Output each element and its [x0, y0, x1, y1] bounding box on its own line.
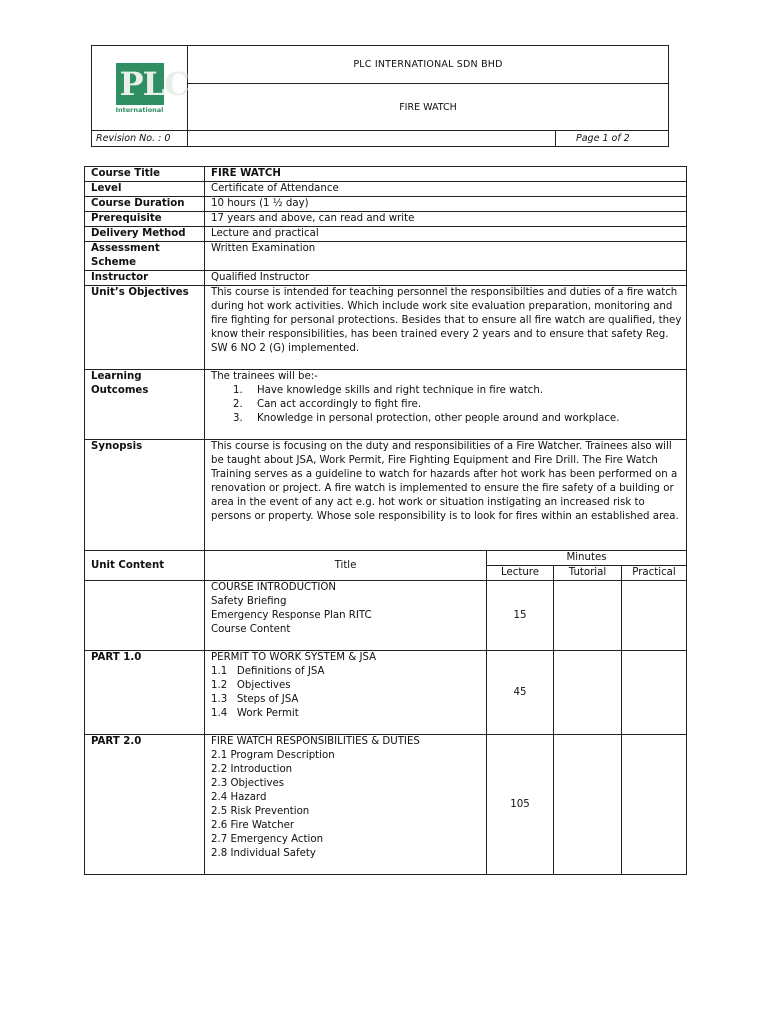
- row-label: Level: [85, 182, 205, 197]
- table-row: [85, 551, 687, 566]
- list-item: [211, 384, 682, 398]
- item-text: Knowledge in personal protection, other people around and workplace.: [257, 413, 620, 424]
- unit-line: COURSE INTRODUCTION: [211, 582, 337, 593]
- row-label: Course Duration: [85, 197, 205, 212]
- learning-outcomes-label: [85, 370, 205, 440]
- unit-line: 1.2 Objectives: [211, 680, 291, 691]
- row-label: Course Title: [85, 167, 205, 182]
- tutorial-header: Tutorial: [554, 566, 622, 581]
- table-row: [85, 735, 687, 875]
- document-header: [91, 45, 669, 147]
- unit-line: 2.5 Risk Prevention: [211, 806, 310, 817]
- unit-part: PART 2.0: [85, 735, 205, 875]
- tutorial-minutes: [554, 581, 622, 651]
- objectives-text: This course is intended for teaching personnel the responsibilties and duties of a fire watch during hot work activities. Which include work site evaluation preparation, monitoring and fire fighting for personal protections. Besides that to ensure all fire watch are qualified, they know their responsibilities, has been trained every 2 years and to ensure that safety Reg. SW 6 NO 2 (G) implemented.: [205, 286, 687, 370]
- unit-content-label: Unit Content: [85, 551, 205, 581]
- table-row: [85, 227, 687, 242]
- table-row: [85, 242, 687, 271]
- unit-line: 1.3 Steps of JSA: [211, 694, 299, 705]
- table-row: [85, 581, 687, 651]
- course-title-value: FIRE WATCH: [205, 167, 687, 182]
- logo-cell: [92, 46, 188, 131]
- row-label: Delivery Method: [85, 227, 205, 242]
- item-text: Have knowledge skills and right technique in fire watch.: [257, 385, 544, 396]
- table-row: [85, 440, 687, 551]
- item-text: Can act accordingly to fight fire.: [257, 399, 422, 410]
- list-item: [211, 412, 682, 426]
- learning-outcomes-cell: [205, 370, 687, 440]
- table-row: [85, 370, 687, 440]
- unit-part: [85, 581, 205, 651]
- unit-line: 1.1 Definitions of JSA: [211, 666, 325, 677]
- unit-line: 2.2 Introduction: [211, 764, 293, 775]
- tutorial-minutes: [554, 651, 622, 735]
- row-label: Instructor: [85, 271, 205, 286]
- prerequisite-value: 17 years and above, can read and write: [205, 212, 687, 227]
- table-row: [85, 182, 687, 197]
- unit-line: FIRE WATCH RESPONSIBILITIES & DUTIES: [211, 736, 420, 747]
- objectives-label: Unit’s Objectives: [85, 286, 205, 370]
- lecture-header: Lecture: [487, 566, 554, 581]
- document-title: FIRE WATCH: [188, 84, 669, 131]
- minutes-header: Minutes: [487, 551, 687, 566]
- table-row: [85, 212, 687, 227]
- unit-part: PART 1.0: [85, 651, 205, 735]
- synopsis-label: Synopsis: [85, 440, 205, 551]
- course-table: [84, 166, 687, 875]
- unit-line: 1.4 Work Permit: [211, 708, 299, 719]
- logo-text: PLC: [119, 65, 189, 103]
- unit-line: Emergency Response Plan RITC: [211, 610, 372, 621]
- title-header: Title: [205, 551, 487, 581]
- practical-minutes: [622, 735, 687, 875]
- unit-line: 2.1 Program Description: [211, 750, 335, 761]
- revision-number: Revision No. : 0: [92, 131, 188, 147]
- item-number: 2.: [233, 399, 243, 410]
- delivery-value: Lecture and practical: [205, 227, 687, 242]
- tutorial-minutes: [554, 735, 622, 875]
- item-number: 3.: [233, 413, 243, 424]
- unit-title-cell: [205, 651, 487, 735]
- lecture-minutes: 45: [487, 651, 554, 735]
- logo-caption: International: [115, 106, 164, 114]
- unit-title-cell: [205, 581, 487, 651]
- unit-line: 2.3 Objectives: [211, 778, 285, 789]
- company-name: PLC INTERNATIONAL SDN BHD: [188, 46, 669, 84]
- unit-line: 2.7 Emergency Action: [211, 834, 324, 845]
- table-row: [85, 167, 687, 182]
- table-row: [85, 271, 687, 286]
- unit-line: 2.8 Individual Safety: [211, 848, 316, 859]
- lecture-minutes: 105: [487, 735, 554, 875]
- unit-line: PERMIT TO WORK SYSTEM & JSA: [211, 652, 377, 663]
- unit-line: Safety Briefing: [211, 596, 287, 607]
- unit-line: 2.6 Fire Watcher: [211, 820, 295, 831]
- item-number: 1.: [233, 385, 243, 396]
- table-row: [85, 286, 687, 370]
- row-label: Prerequisite: [85, 212, 205, 227]
- duration-value: 10 hours (1 ½ day): [205, 197, 687, 212]
- unit-line: Course Content: [211, 624, 291, 635]
- practical-minutes: [622, 581, 687, 651]
- table-row: [85, 197, 687, 212]
- practical-header: Practical: [622, 566, 687, 581]
- company-logo: [115, 63, 189, 114]
- learning-intro: The trainees will be:-: [211, 371, 318, 382]
- level-value: Certificate of Attendance: [205, 182, 687, 197]
- row-label: Assessment Scheme: [85, 242, 205, 271]
- instructor-value: Qualified Instructor: [205, 271, 687, 286]
- table-row: [85, 651, 687, 735]
- practical-minutes: [622, 651, 687, 735]
- unit-line: 2.4 Hazard: [211, 792, 267, 803]
- unit-title-cell: [205, 735, 487, 875]
- assessment-value: Written Examination: [205, 242, 687, 271]
- learning-outcomes-list: [211, 384, 682, 426]
- page-number: Page 1 of 2: [556, 131, 669, 147]
- lecture-minutes: 15: [487, 581, 554, 651]
- blank-cell: [188, 131, 556, 147]
- learning-label-text: Learning Outcomes: [91, 371, 149, 396]
- synopsis-text: This course is focusing on the duty and responsibilities of a Fire Watcher. Trainees also will be taught about JSA, Work Permit, Fire Fighting Equipment and Fire Drill. The Fire Watch Training serves as a guideline to watch for hazards after hot work has been performed on a renovation or project. A fire watch is implemented to ensure the fire safety of a building or area in the event of any act e.g. hot work or situation instigating an increased risk to persons or property. Whose sole responsibility is to look for fires within an established area.: [205, 440, 687, 551]
- list-item: [211, 398, 682, 412]
